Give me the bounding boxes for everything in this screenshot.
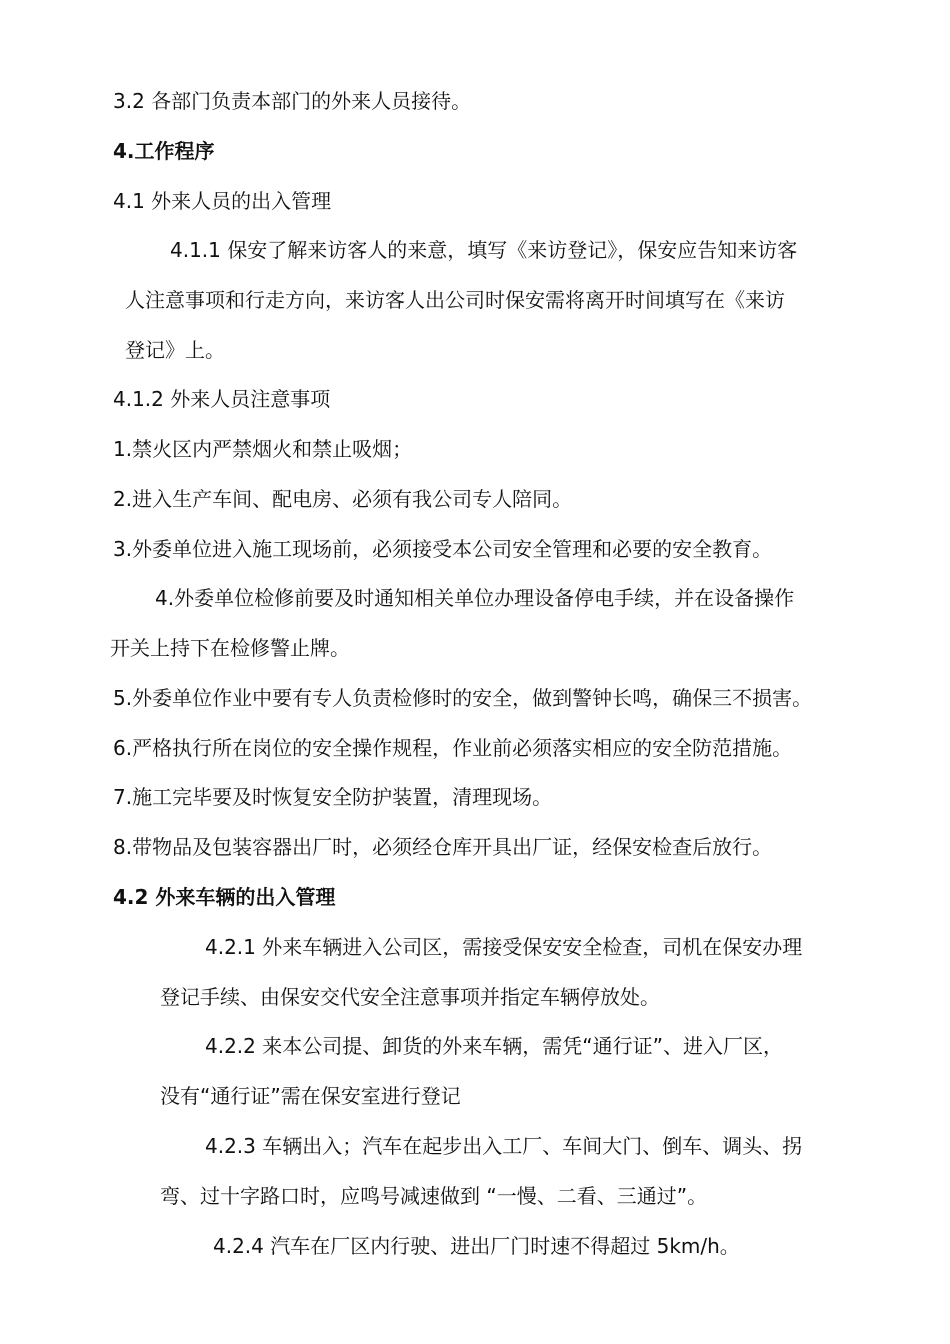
list-item-8: 8.带物品及包装容器出厂时，必须经仓库开具出厂证，经保安检查后放行。 <box>113 835 773 859</box>
list-item-1: 1.禁火区内严禁烟火和禁止吸烟； <box>113 437 413 461</box>
clause-4-2-2-line-2: 没有“通行证”需在保安室进行登记 <box>160 1084 461 1108</box>
subsection-heading-4-1: 4.1 外来人员的出入管理 <box>113 189 332 213</box>
list-item-7: 7.施工完毕要及时恢复安全防护装置，清理现场。 <box>113 785 553 809</box>
clause-3-2: 3.2 各部门负责本部门的外来人员接待。 <box>113 89 472 113</box>
list-item-3: 3.外委单位进入施工现场前，必须接受本公司安全管理和必要的安全教育。 <box>113 537 773 561</box>
list-item-2: 2.进入生产车间、配电房、必须有我公司专人陪同。 <box>113 487 573 511</box>
list-item-4-line-2: 开关上持下在检修警止牌。 <box>110 636 350 660</box>
clause-4-2-2-line-1: 4.2.2 来本公司提、卸货的外来车辆，需凭“通行证”、进入厂区， <box>205 1034 783 1058</box>
clause-4-1-1-line-1: 4.1.1 保安了解来访客人的来意，填写《来访登记》，保安应告知来访客 <box>170 238 798 262</box>
list-item-4-line-1: 4.外委单位检修前要及时通知相关单位办理设备停电手续，并在设备操作 <box>155 586 795 610</box>
clause-4-2-1-line-2: 登记手续、由保安交代安全注意事项并指定车辆停放处。 <box>160 985 660 1009</box>
list-item-6: 6.严格执行所在岗位的安全操作规程，作业前必须落实相应的安全防范措施。 <box>113 736 793 760</box>
clause-4-2-3-line-2: 弯、过十字路口时，应鸣号减速做到 “一慢、二看、三通过”。 <box>160 1184 708 1208</box>
subsection-heading-4-2: 4.2 外来车辆的出入管理 <box>113 885 336 909</box>
clause-4-2-3-line-1: 4.2.3 车辆出入；汽车在起步出入工厂、车间大门、倒车、调头、拐 <box>205 1134 803 1158</box>
clause-4-1-2-heading: 4.1.2 外来人员注意事项 <box>113 387 331 411</box>
section-heading-4: 4.工作程序 <box>113 139 215 163</box>
clause-4-2-1-line-1: 4.2.1 外来车辆进入公司区，需接受保安安全检查，司机在保安办理 <box>205 935 803 959</box>
clause-4-1-1-line-2: 人注意事项和行走方向，来访客人出公司时保安需将离开时间填写在《来访 <box>125 288 785 312</box>
list-item-5: 5.外委单位作业中要有专人负责检修时的安全，做到警钟长鸣，确保三不损害。 <box>113 686 813 710</box>
clause-4-1-1-line-3: 登记》上。 <box>125 338 225 362</box>
clause-4-2-4: 4.2.4 汽车在厂区内行驶、进出厂门时速不得超过 5km/h。 <box>213 1234 740 1258</box>
